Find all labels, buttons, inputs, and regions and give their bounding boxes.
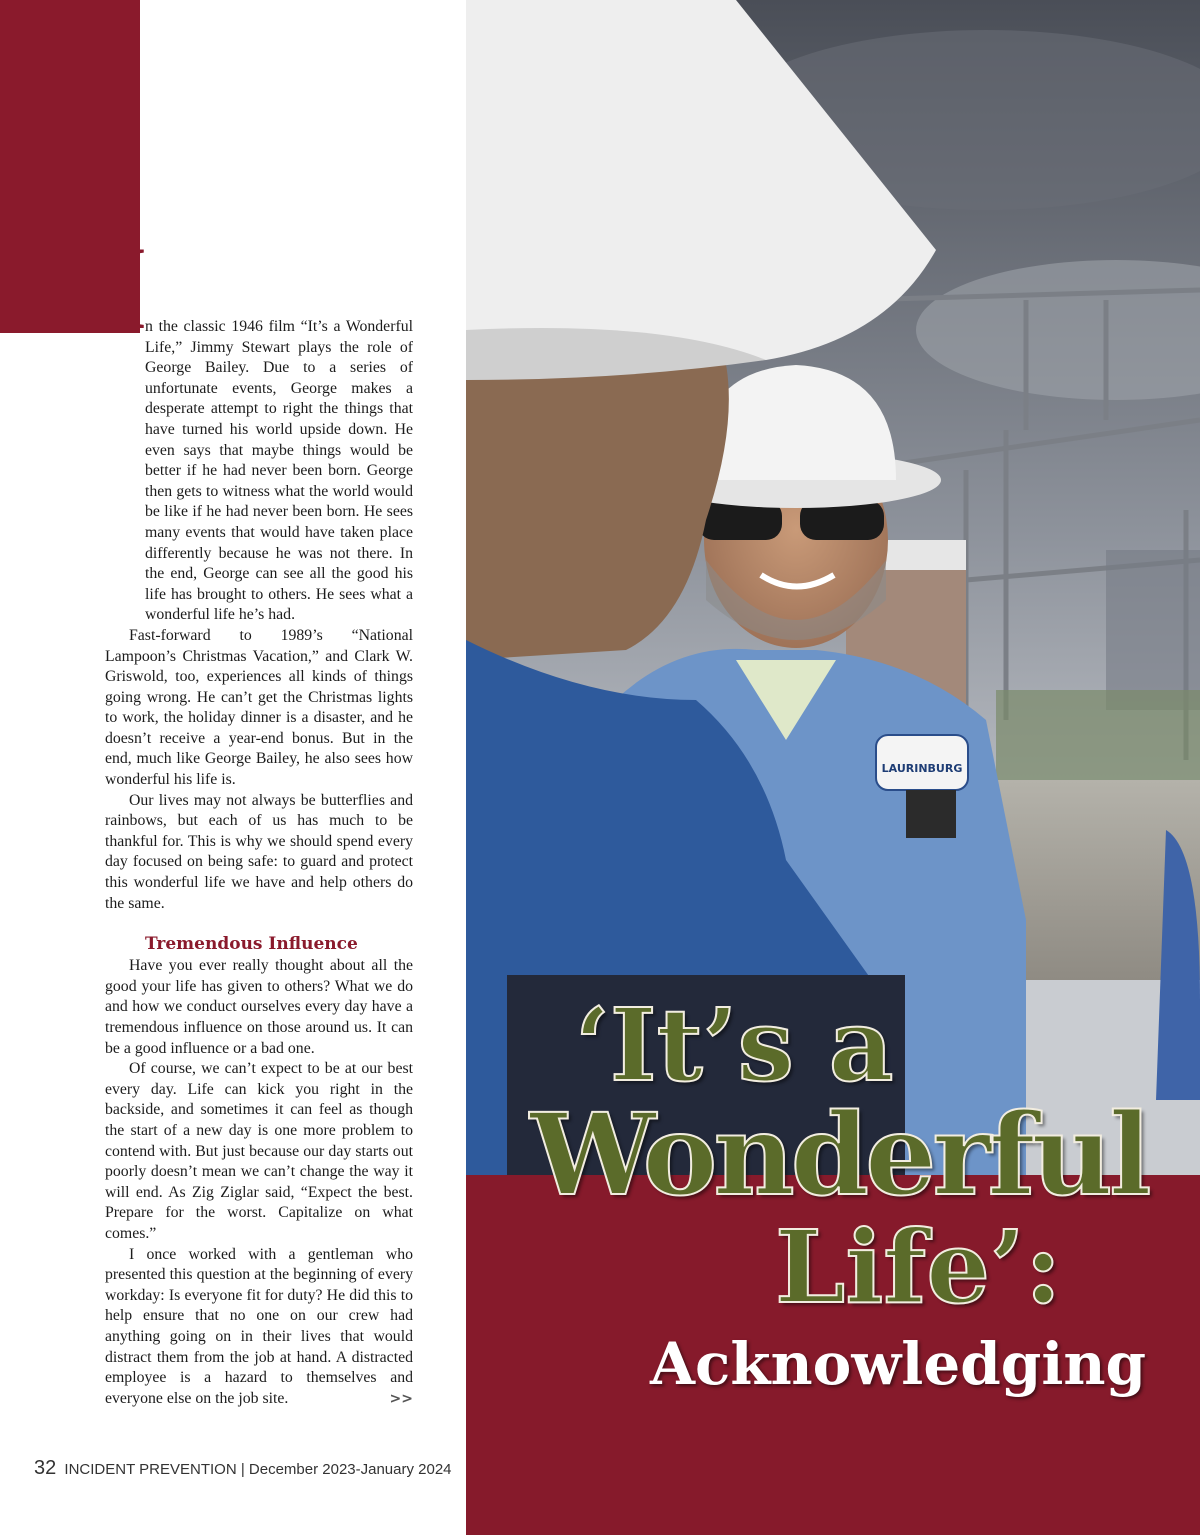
continue-arrow-icon: >> — [389, 1390, 413, 1407]
patch-text: LAURINBURG — [881, 762, 963, 775]
headline-line-3: Life’: — [775, 1208, 1062, 1326]
page-footer — [34, 1457, 452, 1480]
phone-in-pocket — [906, 790, 956, 838]
drop-cap: I — [108, 221, 148, 354]
article-paragraph: Of course, we can’t expect to be at our best every day. Life can kick you right in the backside, and sometimes it can feel as though the start of a new day is one more problem to contend with. But just because our day starts out poorly doesn’t mean we can’t change the way it will end. As Zig Ziglar said, “Expect the best. Prepare for the worst. Capitalize on what comes.” — [105, 1060, 413, 1242]
publication-info: INCIDENT PREVENTION | December 2023-January 2024 — [64, 1461, 452, 1478]
article-paragraph: Have you ever really thought about all the good your life has given to others? What we do and how we conduct ourselves every day have a tremendous influence on those around us. It can be a good influence or a bad one. — [105, 957, 413, 1057]
article-paragraph: n the classic 1946 film “It’s a Wonderful Life,” Jimmy Stewart plays the role of George Bailey. Due to a series of unfortunate events, George makes a desperate attempt to right the things that have turned his world upside down. He even says that maybe things would be better if he had never been born. George then gets to witness what the world would be like if he had never been born. He sees many events that would have taken place differently because he was not there. In the end, George can see all the good his life has brought to others. He sees what a wonderful life he’s had. — [145, 318, 413, 624]
headline-line-1: ‘It’s a — [575, 986, 894, 1104]
page-number: 32 — [34, 1457, 57, 1479]
article-paragraph: Fast-forward to 1989’s “National Lampoon’s Christmas Vacation,” and Clark W. Griswold, too, experiences all kinds of things going wrong. He can’t get the Christmas lights to work, the holiday dinner is a disaster, and he doesn’t receive a year-end bonus. But in the end, much like George Bailey, he also sees how wonderful his life is. — [105, 626, 413, 789]
article-paragraph: Our lives may not always be butterflies and rainbows, but each of us has much to be thankful for. This is why we should spend every day focused on being safe: to guard and protect this wonderful life we have and help others do the same. — [105, 791, 413, 912]
headline-subtitle: Acknowledging — [650, 1330, 1147, 1398]
article-paragraph-text: I once worked with a gentleman who presented this question at the beginning of every workday: Is everyone fit for duty? He did this to help ensure that no one on our crew had anything going on in their lives that would distract them from the job at hand. A distracted employee is a hazard to themselves and everyone else on the job site. — [105, 1245, 413, 1407]
article-column — [105, 240, 413, 1409]
section-subhead: Tremendous Influence — [145, 934, 358, 955]
headline-line-2: Wonderful — [530, 1090, 1148, 1221]
article-paragraph-last — [105, 1245, 413, 1410]
